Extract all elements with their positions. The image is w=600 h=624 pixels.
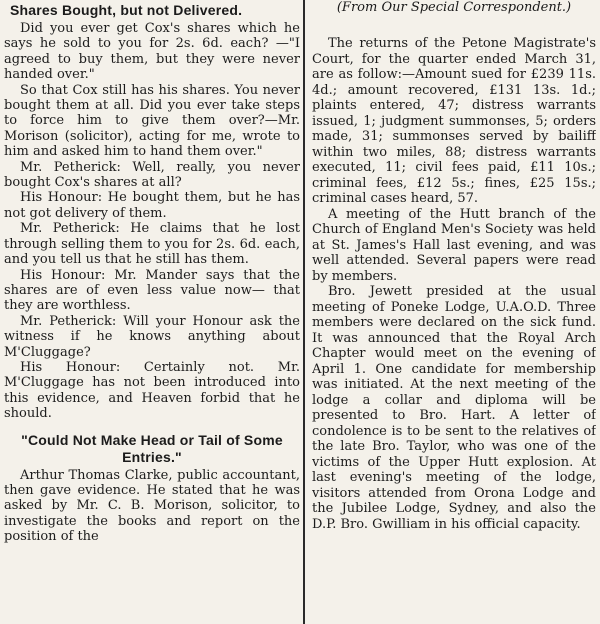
section-heading-entries: "Could Not Make Head or Tail of Some Entries." xyxy=(21,431,283,465)
paragraph: Mr. Petherick: Well, really, you never bought Cox's shares at all? xyxy=(4,159,300,191)
left-column xyxy=(4,0,300,624)
column-divider xyxy=(303,0,305,624)
paragraph: Mr. Petherick: Will your Honour ask the witness if he knows anything about M'Cluggage? xyxy=(4,313,300,360)
paragraph: His Honour: He bought them, but he has not got delivery of them. xyxy=(4,190,300,221)
spacer xyxy=(4,422,300,430)
paragraph: Arthur Thomas Clarke, public accountant, then gave evidence. He stated that he was asked by Mr. C. B. Morison, solicitor, to investigate the books and report on the position of the xyxy=(4,467,300,545)
correspondent-byline: (From Our Special Correspondent.) xyxy=(336,0,572,15)
section-heading-shares: Shares Bought, but not Delivered. xyxy=(10,2,243,18)
paragraph: Did you ever get Cox's shares which he says he sold to you for 2s. 6d. each? —"I agreed to buy them, but they were never handed over." xyxy=(4,21,300,83)
paragraph: His Honour: Mr. Mander says that the shares are of even less value now— that they are worthless. xyxy=(4,267,300,314)
left-paragraphs-2 xyxy=(4,468,300,545)
right-column xyxy=(312,0,596,624)
paragraph: The returns of the Petone Magistrate's Court, for the quarter ended March 31, are as follow:—Amount sued for £239 11s. 4d.; amount recovered, £131 13s. 1d.; plaints entered, 47; distress warrants issued, 1; judgment summonses, 5; orders made, 31; summonses served by bailiff within two miles, 88; distress warrants executed, 11; civil fees paid, £11 10s.; criminal fees, £12 5s.; fines, £25 15s.; criminal cases heard, 57. xyxy=(312,36,596,206)
paragraph: Mr. Petherick: He claims that he lost through selling them to you for 2s. 6d. each, and you tell us that he still has them. xyxy=(4,221,300,268)
left-paragraphs-1 xyxy=(4,21,300,422)
paragraph: A meeting of the Hutt branch of the Church of England Men's Society was held at St. James's Hall last evening, and was well attended. Several papers were read by members. xyxy=(312,206,596,284)
paragraph: His Honour: Certainly not. Mr. M'Cluggage has not been introduced into this evidence, and Heaven forbid that he should. xyxy=(4,359,300,422)
paragraph: So that Cox still has his shares. You never bought them at all. Did you ever take steps to force him to give them over?—Mr. Morison (solicitor), acting for me, wrote to him and asked him to hand them over." xyxy=(4,82,300,160)
paragraph: Bro. Jewett presided at the usual meeting of Poneke Lodge, U.A.O.D. Three members were declared on the sick fund. It was announced that the Royal Arch Chapter would meet on the evening of April 1. One candidate for membership was initiated. At the next meeting of the lodge a collar and diploma will be presented to Bro. Hart. A letter of condolence is to be sent to the relatives of the late Bro. Taylor, who was one of the victims of the Upper Hutt explosion. At last evening's meeting of the lodge, visitors attended from Orona Lodge and the Jubilee Lodge, Sydney, and also the D.P. Bro. Gwilliam in his official capacity. xyxy=(312,284,596,532)
